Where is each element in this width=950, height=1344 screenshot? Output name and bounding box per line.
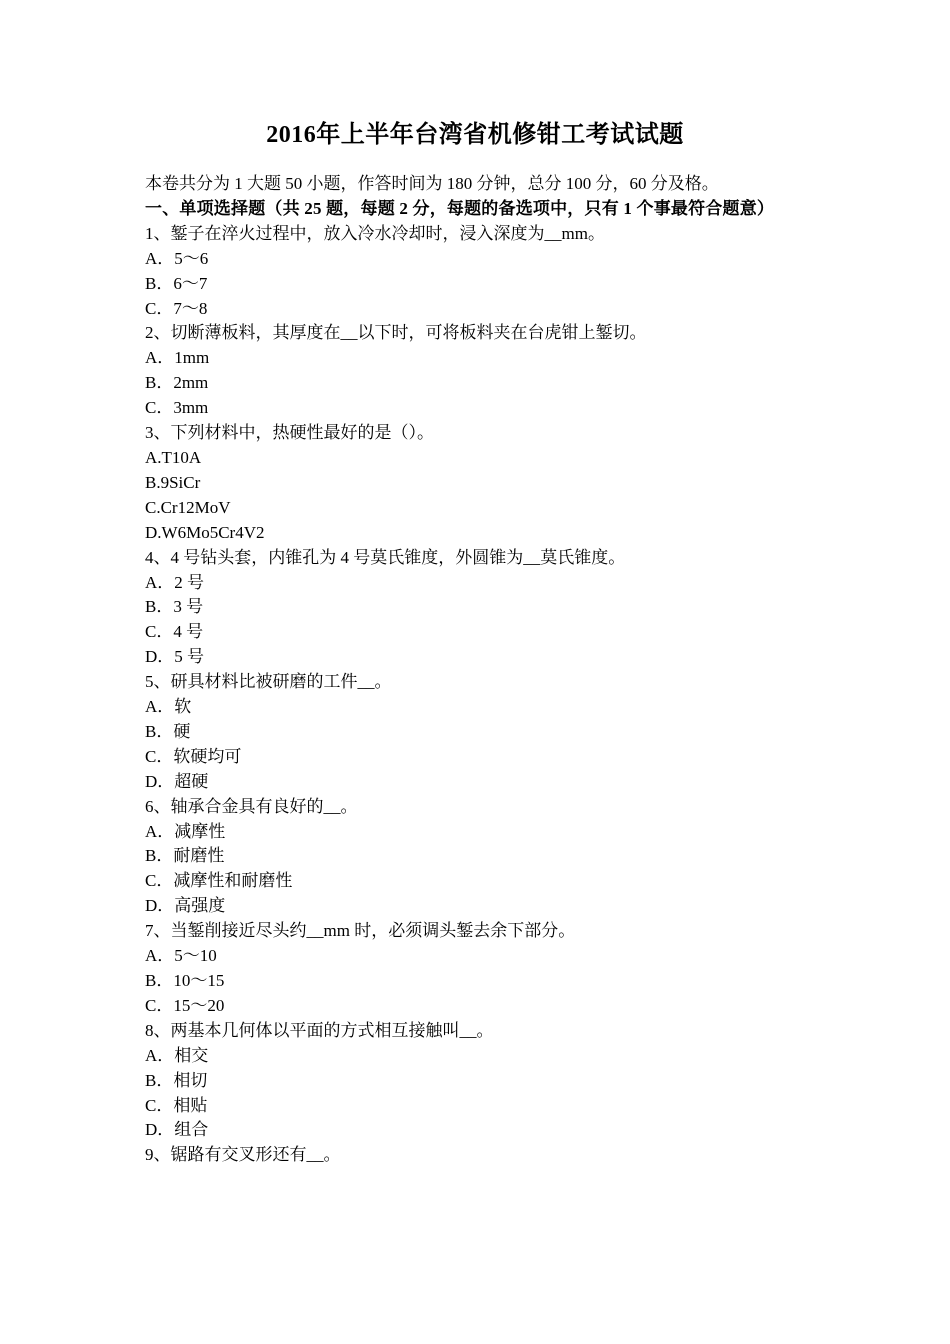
page-title: 2016年上半年台湾省机修钳工考试试题 xyxy=(266,122,684,148)
answer-option: A．减摩性 xyxy=(145,821,226,841)
answer-option: A．相交 xyxy=(145,1045,209,1065)
question-2 xyxy=(145,321,815,421)
question-3 xyxy=(145,421,815,546)
answer-option: C．4 号 xyxy=(145,622,204,642)
answer-option: C．15～20 xyxy=(145,995,225,1015)
answer-option: B．3 号 xyxy=(145,597,204,617)
answer-option: A．5～6 xyxy=(145,248,209,268)
answer-option: A．软 xyxy=(145,697,192,717)
question-stem: 1、錾子在淬火过程中，放入冷水冷却时，浸入深度为__mm。 xyxy=(145,223,605,243)
answer-option: B．耐磨性 xyxy=(145,846,225,866)
question-1 xyxy=(145,222,815,322)
question-stem: 4、4 号钻头套，内锥孔为 4 号莫氏锥度，外圆锥为__莫氏锥度。 xyxy=(145,547,626,567)
question-7 xyxy=(145,919,815,1019)
answer-option: B．10～15 xyxy=(145,971,225,990)
answer-option: B．硬 xyxy=(145,721,191,741)
question-stem: 7、当錾削接近尽头约__mm 时，必须调头錾去余下部分。 xyxy=(145,921,576,941)
answer-option: A．2 号 xyxy=(145,572,205,592)
question-stem: 6、轴承合金具有良好的__。 xyxy=(145,796,358,816)
answer-option: B.9SiCr xyxy=(145,472,201,492)
question-5 xyxy=(145,670,815,795)
document-body xyxy=(145,172,815,1168)
question-6 xyxy=(145,795,815,920)
exam-intro: 本卷共分为 1 大题 50 小题，作答时间为 180 分钟，总分 100 分，60 分及格。 xyxy=(145,174,719,193)
answer-option: D．组合 xyxy=(145,1120,209,1140)
question-stem: 9、锯路有交叉形还有__。 xyxy=(145,1145,341,1165)
question-stem: 2、切断薄板料，其厚度在__以下时，可将板料夹在台虎钳上錾切。 xyxy=(145,323,647,343)
answer-option: A．1mm xyxy=(145,348,210,368)
answer-option: C．软硬均可 xyxy=(145,746,242,766)
question-9 xyxy=(145,1143,815,1168)
answer-option: D．5 号 xyxy=(145,647,205,667)
question-list xyxy=(145,222,815,1168)
answer-option: D．高强度 xyxy=(145,896,226,916)
answer-option: C．7～8 xyxy=(145,298,208,318)
answer-option: A．5～10 xyxy=(145,946,217,966)
section-heading: 一、单项选择题（共 25 题，每题 2 分，每题的备选项中，只有 1 个事最符合题意） xyxy=(145,198,775,218)
question-stem: 8、两基本几何体以平面的方式相互接触叫__。 xyxy=(145,1020,494,1040)
question-8 xyxy=(145,1019,815,1144)
answer-option: C.Cr12MoV xyxy=(145,497,231,517)
answer-option: D．超硬 xyxy=(145,771,209,791)
answer-option: C．3mm xyxy=(145,398,209,418)
answer-option: B．相切 xyxy=(145,1070,208,1090)
question-stem: 5、研具材料比被研磨的工件__。 xyxy=(145,672,392,692)
question-4 xyxy=(145,546,815,671)
answer-option: C．减摩性和耐磨性 xyxy=(145,871,293,891)
answer-option: D.W6Mo5Cr4V2 xyxy=(145,522,265,542)
question-stem: 3、下列材料中，热硬性最好的是（）。 xyxy=(145,423,434,443)
answer-option: B．2mm xyxy=(145,373,209,393)
answer-option: C．相贴 xyxy=(145,1095,208,1115)
answer-option: A.T10A xyxy=(145,447,202,467)
answer-option: B．6～7 xyxy=(145,273,208,293)
